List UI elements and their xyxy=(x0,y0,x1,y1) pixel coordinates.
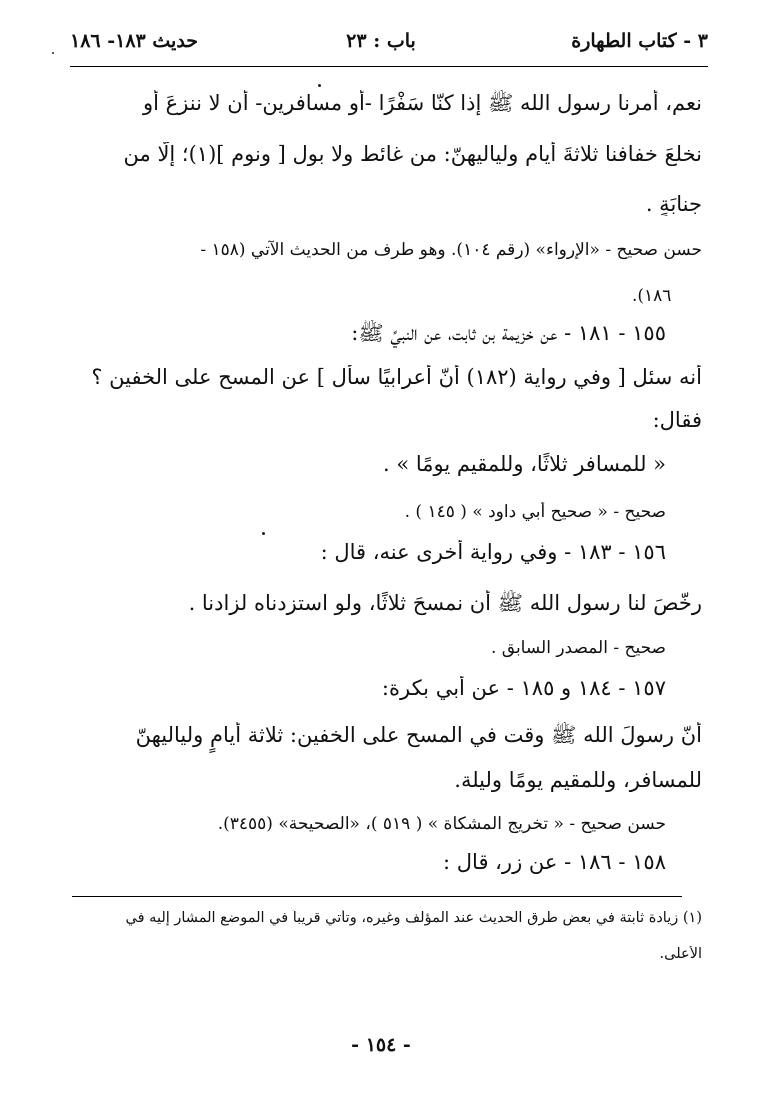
hadith-155-heading: ١٥٥ - ١٨١ - عن خزيمة بن ثابت، عن النبيِّ ﷺ: xyxy=(351,321,666,345)
text-line-7: أنّ رسولَ الله ﷺ وقت في المسح على الخفين: ثلاثة أيامٍ ولياليهنّ xyxy=(135,723,702,747)
text-line-5: فقال: xyxy=(652,408,702,432)
footnote-rule xyxy=(72,896,682,897)
page-number: - ١٥٤ - xyxy=(351,1034,411,1056)
hadith-156-heading: ١٥٦ - ١٨٣ - وفي رواية أخرى عنه، قال : xyxy=(320,540,666,564)
hadith-158-heading: ١٥٨ - ١٨٦ - عن زر، قال : xyxy=(443,850,666,874)
footnote-line-1: (١) زيادة ثابتة في بعض طرق الحديث عند المؤلف وغيره، وتأتي قريباً في الموضع المشار إليه في xyxy=(125,910,702,926)
text-line-3: جنابَةٍ . xyxy=(645,192,702,216)
section-header: باب : ٢٣ xyxy=(346,30,416,52)
footnote-line-2: الأعلى. xyxy=(659,946,702,962)
hadith-range-header: حديث ١٨٣- ١٨٦ xyxy=(70,30,199,52)
text-line-2: نخلعَ خفافنا ثلاثةَ أيامٍ ولياليهنّ: من غائط ولا بول [ ونوم ](١)؛ إلّا من xyxy=(123,142,702,166)
text-line-4: أنه سئل [ وفي رواية (١٨٢) أنّ أعرابيًا سأل ] عن المسح على الخفين ؟ xyxy=(91,365,702,389)
grading-line-1-cont: ١٨٦). xyxy=(632,286,672,306)
text-line-8: للمسافرِ، وللمقيم يومًا وليلة. xyxy=(454,768,702,792)
grading-line-1: حسن صحيح - «الإرواء» (رقم ١٠٤). وهو طرف من الحديث الآتي (١٥٨ - xyxy=(200,240,702,260)
grading-line-2: صحيح - « صحيح أبي داود » ( ١٤٥ ) . xyxy=(404,502,666,522)
grading-line-4: حسن صحيح - « تخريج المشكاة » ( ٥١٩ )، «الصحيحة» (٣٤٥٥). xyxy=(217,814,666,834)
scan-speck xyxy=(318,84,321,87)
grading-line-3: صحيح - المصدر السابق . xyxy=(490,638,666,658)
header-rule xyxy=(70,66,708,67)
text-line-6: رخّصَ لنا رسول الله ﷺ أن نمسحَ ثلاثًا، ولو استزدناه لزادنا . xyxy=(188,591,702,615)
text-line-1: نعم، أمرنا رسول الله ﷺ إذا كنّا سَفْرًا -أو مسافرين- أن لا ننزعَ أَو xyxy=(143,91,702,115)
scan-speck xyxy=(262,532,265,535)
hadith-157-heading: ١٥٧ - ١٨٤ و ١٨٥ - عن أبي بكرة: xyxy=(381,676,666,700)
chapter-header: ٣ - كتاب الطهارة xyxy=(571,30,708,52)
scan-speck xyxy=(52,52,54,54)
quote-line: « للمسافر ثلاثًا، وللمقيم يومًا » . xyxy=(383,452,666,476)
